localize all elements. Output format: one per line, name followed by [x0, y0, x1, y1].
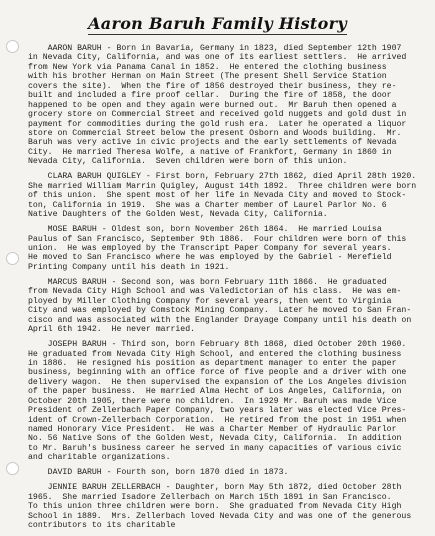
- text-line: grocery store on Commercial Street and received gold nuggets and gold dust in: [28, 110, 407, 120]
- document-title: Aaron Baruh Family History: [88, 14, 347, 33]
- text-line: She married William Marrin Quigley, August 14th 1892. Three children were born: [28, 181, 417, 191]
- text-line: DAVID BARUH - Fourth son, born 1870 died in 1873.: [28, 468, 289, 478]
- text-line: ployed by Miller Clothing Company for several years, then went to Virginia: [28, 296, 392, 306]
- text-line: City. He married Theresa Wolfe, a native of Frankfort, Germany in 1860 in: [28, 147, 392, 157]
- text-line: of this union. She spent most of her life in Nevada City and moved to Stock-: [28, 191, 407, 201]
- text-line: He graduated from Nevada City High School, and entered the clothing business: [28, 349, 402, 359]
- text-line: School in 1889. Mrs. Zellerbach loved Nevada City and was one of the generous: [28, 511, 412, 521]
- text-line: Nevada City, California. Seven children were born of this union.: [28, 157, 348, 167]
- text-line: from Nevada City High School and was Valedictorian of his class. He was em-: [28, 287, 402, 297]
- text-line: Paulus of San Francisco, September 9th 1886. Four children were born of this: [28, 234, 407, 244]
- text-line: City and was employed by Comstock Mining Company. Later he moved to San Fran-: [28, 306, 412, 316]
- biography-paragraph: [28, 340, 430, 463]
- biography-paragraph: [28, 44, 430, 167]
- text-line: happened to be open and they again were burned out. Mr Baruh then opened a: [28, 100, 397, 110]
- text-line: President of Zellerbach Paper Company, two years later was elected Vice Pres-: [28, 406, 407, 416]
- biography-paragraph: [28, 278, 430, 335]
- text-line: October 20th 1905, there were no children. In 1929 Mr. Baruh was made Vice: [28, 396, 397, 406]
- text-line: to Mr. Baruh's business career he served in many capacities of various civic: [28, 443, 402, 453]
- text-line: union. He was employed by the Transcript Paper Company for several years.: [28, 243, 392, 253]
- text-line: in Nevada City, California, and was one of its earliest settlers. He arrived: [28, 53, 407, 63]
- text-line: JENNIE BARUH ZELLERBACH - Daughter, born May 5th 1872, died October 28th: [28, 483, 402, 493]
- text-line: named Honorary Vice President. He was a Charter Member of Hydraulic Parlor: [28, 425, 397, 434]
- biography-paragraph: [28, 172, 430, 219]
- text-line: JOSEPH BARUH - Third son, born February 8th 1868, died October 20th 1960.: [28, 340, 407, 350]
- text-line: April 6th 1942. He never married.: [28, 325, 196, 335]
- text-line: in 1886. He resigned his position as department manager to enter the paper: [28, 358, 397, 368]
- text-line: Printing Company until his death in 1921.: [28, 262, 230, 272]
- text-line: Native Daughters of the Golden West, Nevada City, California.: [28, 210, 328, 220]
- text-line: of the paper business. He married Alma Hecht of Los Angeles, California, on: [28, 387, 402, 397]
- binder-hole: [6, 252, 19, 265]
- text-line: payment for commodities during the gold rush era. Later he operated a liquor: [28, 119, 407, 129]
- text-line: Baruh was very active in civic projects and the early settlements of Nevada: [28, 138, 397, 148]
- text-line: 1965. She married Isadore Zellerbach on March 15th 1891 in San Francisco.: [28, 492, 392, 502]
- text-line: covers the site). When the fire of 1856 destroyed their business, they re-: [28, 81, 397, 91]
- text-line: contributors to its charitable: [28, 521, 176, 531]
- text-line: CLARA BARUH QUIGLEY - First born, February 27th 1862, died April 28th 1920.: [28, 172, 417, 182]
- text-line: and charitable organizations.: [28, 453, 171, 463]
- text-line: He moved to San Francisco where he was employed by the Gabriel - Merefield: [28, 253, 392, 263]
- text-line: No. 56 Native Sons of the Golden West, Nevada City, California. In addition: [28, 434, 402, 444]
- biography-paragraph: [28, 483, 430, 530]
- text-line: delivery wagon. He then supervised the expansion of the Los Angeles division: [28, 377, 407, 387]
- binder-hole: [6, 462, 19, 475]
- text-line: AARON BARUH - Born in Bavaria, Germany in 1823, died September 12th 1907: [28, 44, 402, 53]
- binder-hole: [6, 40, 19, 53]
- biography-paragraph: [28, 468, 430, 477]
- text-line: business, beginning with an office force of five people and a driver with one: [28, 368, 407, 378]
- text-line: ident of Crown-Zellerbach Corporation. He retired from the post in 1951 when: [28, 415, 407, 425]
- text-line: from New York via Panama Canal in 1852. He entered the clothing business: [28, 62, 387, 72]
- text-line: MARCUS BARUH - Second son, was born February 11th 1866. He graduated: [28, 277, 387, 287]
- text-line: with his brother Herman on Main Street (The present Shell Service Station: [28, 72, 387, 82]
- text-line: store on Commercial Street below the present Osborn and Woods building. Mr.: [28, 128, 402, 138]
- text-line: To this union three children were born. She graduated from Nevada City High: [28, 502, 402, 512]
- document-body: [28, 44, 430, 536]
- text-line: ton, California in 1919. She was a Charter member of Laurel Parlor No. 6: [28, 200, 387, 210]
- text-line: cisco and was associated with the Englander Drayage Company until his death on: [28, 315, 412, 325]
- text-line: MOSE BARUH - Oldest son, born November 26th 1864. He married Louisa: [28, 225, 382, 235]
- text-line: built and included a fire proof cellar. During the fire of 1858, the door: [28, 91, 392, 101]
- biography-paragraph: [28, 225, 430, 272]
